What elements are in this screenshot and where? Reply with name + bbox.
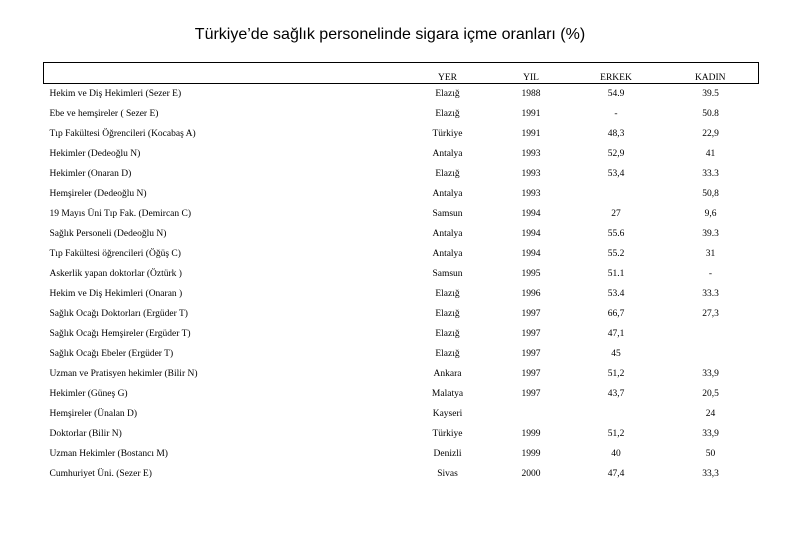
group-cell: Sağlık Ocağı Doktorları (Ergüder T) (49, 309, 188, 319)
place-cell: Malatya (431, 389, 464, 399)
year-cell: 1993 (521, 189, 541, 199)
place-cell: Antalya (432, 189, 463, 199)
female-rate-cell (663, 324, 759, 344)
year-cell: 1999 (521, 429, 541, 439)
group-cell: Sağlık Ocağı Ebeler (Ergüder T) (49, 349, 174, 359)
table-row (44, 464, 759, 484)
year-cell: 1994 (521, 249, 541, 259)
group-cell: Doktorlar (Bilir N) (49, 429, 122, 439)
year-cell: 1993 (521, 149, 541, 159)
female-rate-cell: 33.3 (702, 289, 719, 299)
table-row (44, 124, 759, 144)
year-cell: 1994 (521, 209, 541, 219)
table-row (44, 184, 759, 204)
male-rate-cell (570, 184, 663, 204)
place-cell: Antalya (432, 249, 463, 259)
female-rate-cell: 33,9 (702, 429, 719, 439)
year-cell: 1997 (521, 369, 541, 379)
year-cell: 1997 (521, 389, 541, 399)
group-cell: Hekimler (Dedeoğlu N) (49, 149, 141, 159)
group-cell: Hekim ve Diş Hekimleri (Onaran ) (49, 289, 183, 299)
year-cell: 1991 (521, 109, 541, 119)
place-cell: Elazığ (435, 289, 460, 299)
place-cell: Ankara (433, 369, 462, 379)
year-cell (493, 404, 570, 424)
table-row (44, 224, 759, 244)
table-row (44, 84, 759, 105)
table-row (44, 264, 759, 284)
group-cell: Tıp Fakültesi Öğrencileri (Kocabaş A) (49, 129, 196, 139)
table-row (44, 324, 759, 344)
male-rate-cell: 51.1 (607, 269, 625, 279)
group-cell: 19 Mayıs Üni Tıp Fak. (Demircan C) (49, 209, 192, 219)
male-rate-cell: 54.9 (607, 89, 625, 99)
male-rate-cell: 47,1 (607, 329, 625, 339)
group-cell: Hekimler (Güneş G) (49, 389, 128, 399)
place-cell: Kayseri (432, 409, 463, 419)
page-title: Türkiye’de sağlık personelinde sigara içme oranları (%) (194, 26, 586, 43)
group-cell: Uzman ve Pratisyen hekimler (Bilir N) (49, 369, 198, 379)
female-rate-cell: 22,9 (702, 129, 719, 139)
place-cell: Elazığ (435, 329, 460, 339)
year-cell: 1995 (521, 269, 541, 279)
table-row (44, 384, 759, 404)
female-rate-cell: 33,3 (702, 469, 719, 479)
place-cell: Sivas (437, 469, 458, 479)
group-cell: Uzman Hekimler (Bostancı M) (49, 449, 168, 459)
female-rate-cell: 39.5 (702, 89, 719, 99)
female-rate-cell: 20,5 (702, 389, 719, 399)
group-cell: Hekim ve Diş Hekimleri (Sezer E) (49, 89, 182, 99)
year-cell: 1996 (521, 289, 541, 299)
group-cell: Hemşireler (Ünalan D) (49, 409, 138, 419)
table-header-row (44, 63, 759, 84)
place-cell: Elazığ (435, 309, 460, 319)
table-row (44, 364, 759, 384)
female-rate-cell: 27,3 (702, 309, 719, 319)
group-cell: Askerlik yapan doktorlar (Öztürk ) (49, 269, 182, 279)
year-cell: 1988 (521, 89, 541, 99)
place-cell: Antalya (432, 149, 463, 159)
year-cell: 1991 (521, 129, 541, 139)
table-row (44, 404, 759, 424)
male-rate-cell (570, 404, 663, 424)
header-year: YIL (523, 73, 539, 83)
table-row (44, 284, 759, 304)
place-cell: Elazığ (435, 89, 460, 99)
female-rate-cell: 50 (705, 449, 716, 459)
table-row (44, 344, 759, 364)
table-row (44, 244, 759, 264)
female-rate-cell: 24 (705, 409, 716, 419)
female-rate-cell: 9,6 (704, 209, 717, 219)
place-cell: Elazığ (435, 349, 460, 359)
place-cell: Türkiye (432, 129, 463, 139)
group-cell: Sağlık Ocağı Hemşireler (Ergüder T) (49, 329, 191, 339)
place-cell: Elazığ (435, 109, 460, 119)
male-rate-cell: 66,7 (607, 309, 625, 319)
male-rate-cell: 27 (611, 209, 621, 219)
group-cell: Hekimler (Onaran D) (49, 169, 132, 179)
table-row (44, 424, 759, 444)
year-cell: 1993 (521, 169, 541, 179)
male-rate-cell: 40 (611, 449, 621, 459)
group-cell: Sağlık Personeli (Dedeoğlu N) (49, 229, 167, 239)
header-group (44, 63, 403, 84)
male-rate-cell: 51,2 (607, 429, 625, 439)
male-rate-cell: 53,4 (607, 169, 625, 179)
female-rate-cell: - (708, 269, 713, 279)
place-cell: Elazığ (435, 169, 460, 179)
place-cell: Türkiye (432, 429, 463, 439)
female-rate-cell: 33.3 (702, 169, 719, 179)
table-body (44, 84, 759, 485)
place-cell: Denizli (433, 449, 462, 459)
female-rate-cell: 41 (705, 149, 716, 159)
male-rate-cell: 53.4 (607, 289, 625, 299)
year-cell: 1997 (521, 309, 541, 319)
male-rate-cell: 47,4 (607, 469, 625, 479)
year-cell: 1997 (521, 329, 541, 339)
table-row (44, 304, 759, 324)
place-cell: Samsun (432, 269, 463, 279)
year-cell: 2000 (521, 469, 541, 479)
group-cell: Tıp Fakültesi öğrencileri (Öğüş C) (49, 249, 181, 259)
table-row (44, 164, 759, 184)
year-cell: 1994 (521, 229, 541, 239)
female-rate-cell: 33,9 (702, 369, 719, 379)
female-rate-cell (663, 344, 759, 364)
table-row (44, 144, 759, 164)
male-rate-cell: 52,9 (607, 149, 625, 159)
place-cell: Antalya (432, 229, 463, 239)
female-rate-cell: 31 (705, 249, 716, 259)
place-cell: Samsun (432, 209, 463, 219)
group-cell: Cumhuriyet Üni. (Sezer E) (49, 469, 152, 479)
male-rate-cell: 43,7 (607, 389, 625, 399)
female-rate-cell: 39.3 (702, 229, 719, 239)
table-row (44, 444, 759, 464)
male-rate-cell: - (614, 109, 618, 119)
table-row (44, 104, 759, 124)
smoking-rates-table (43, 62, 759, 484)
male-rate-cell: 55.6 (607, 229, 625, 239)
female-rate-cell: 50.8 (702, 109, 719, 119)
table-row (44, 204, 759, 224)
header-male: ERKEK (600, 73, 632, 83)
group-cell: Hemşireler (Dedeoğlu N) (49, 189, 147, 199)
year-cell: 1997 (521, 349, 541, 359)
female-rate-cell: 50,8 (702, 189, 719, 199)
header-female: KADIN (694, 73, 726, 83)
male-rate-cell: 51,2 (607, 369, 625, 379)
male-rate-cell: 45 (611, 349, 621, 359)
group-cell: Ebe ve hemşireler ( Sezer E) (49, 109, 159, 119)
male-rate-cell: 55.2 (607, 249, 625, 259)
header-place: YER (438, 73, 457, 83)
year-cell: 1999 (521, 449, 541, 459)
male-rate-cell: 48,3 (607, 129, 625, 139)
